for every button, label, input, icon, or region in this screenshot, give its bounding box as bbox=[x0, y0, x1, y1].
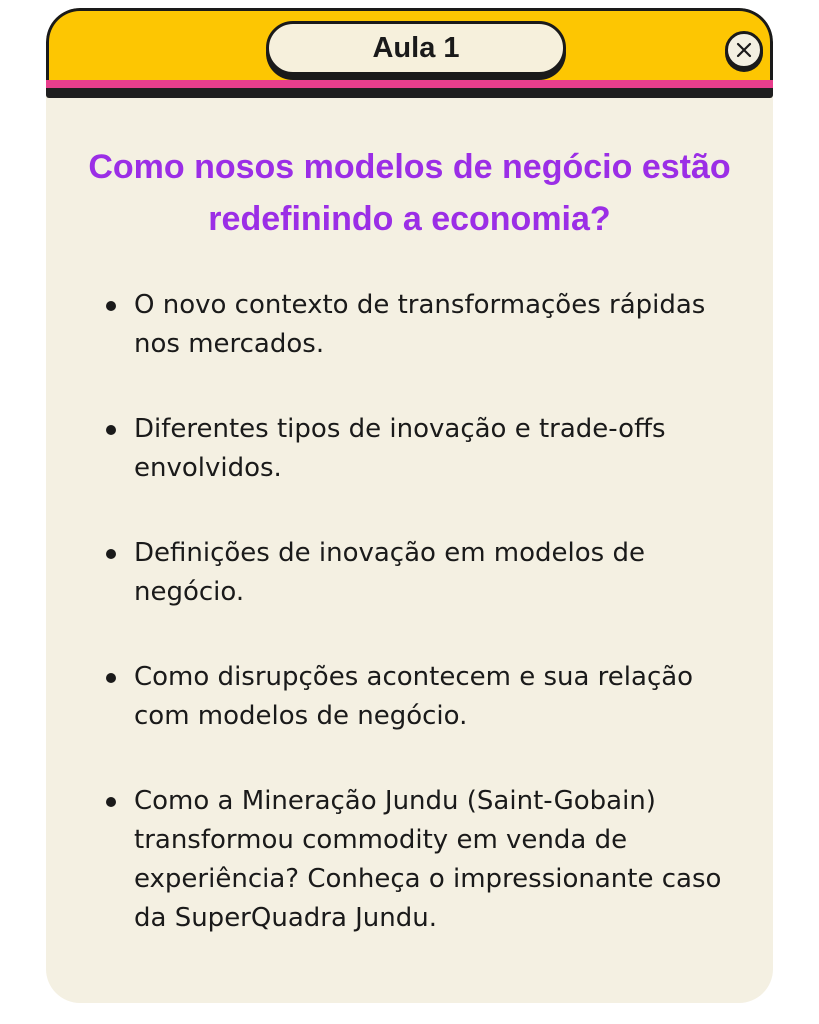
bullet-dot bbox=[106, 301, 116, 311]
bullet-dot bbox=[106, 797, 116, 807]
lesson-card bbox=[46, 8, 773, 1003]
lesson-title: Aula 1 bbox=[372, 31, 460, 64]
topic-text: Definições de inovação em modelos de negócio. bbox=[134, 538, 645, 607]
topic-item bbox=[106, 410, 746, 488]
topic-item bbox=[106, 534, 746, 612]
topic-text: O novo contexto de transformações rápidas nos mercados. bbox=[134, 290, 706, 359]
bullet-dot bbox=[106, 673, 116, 683]
card-header bbox=[46, 8, 773, 80]
topic-list bbox=[106, 286, 746, 984]
bullet-dot bbox=[106, 425, 116, 435]
topic-item bbox=[106, 782, 746, 938]
header-divider bbox=[46, 88, 773, 98]
lesson-heading: Como nosos modelos de negócio estão redefinindo a economia? bbox=[88, 148, 731, 238]
close-button[interactable] bbox=[725, 31, 763, 69]
topic-text: Como a Mineração Jundu (Saint-Gobain) transformou commodity em venda de experiência? Conheça o impressionante caso da SuperQuadra Jundu. bbox=[134, 786, 722, 933]
topic-text: Diferentes tipos de inovação e trade-offs envolvidos. bbox=[134, 414, 666, 483]
topic-item bbox=[106, 658, 746, 736]
topic-text: Como disrupções acontecem e sua relação com modelos de negócio. bbox=[134, 662, 694, 731]
topic-item bbox=[106, 286, 746, 364]
close-icon bbox=[735, 41, 753, 59]
bullet-dot bbox=[106, 549, 116, 559]
lesson-title-pill bbox=[266, 21, 566, 75]
header-accent-stripe bbox=[46, 80, 773, 88]
